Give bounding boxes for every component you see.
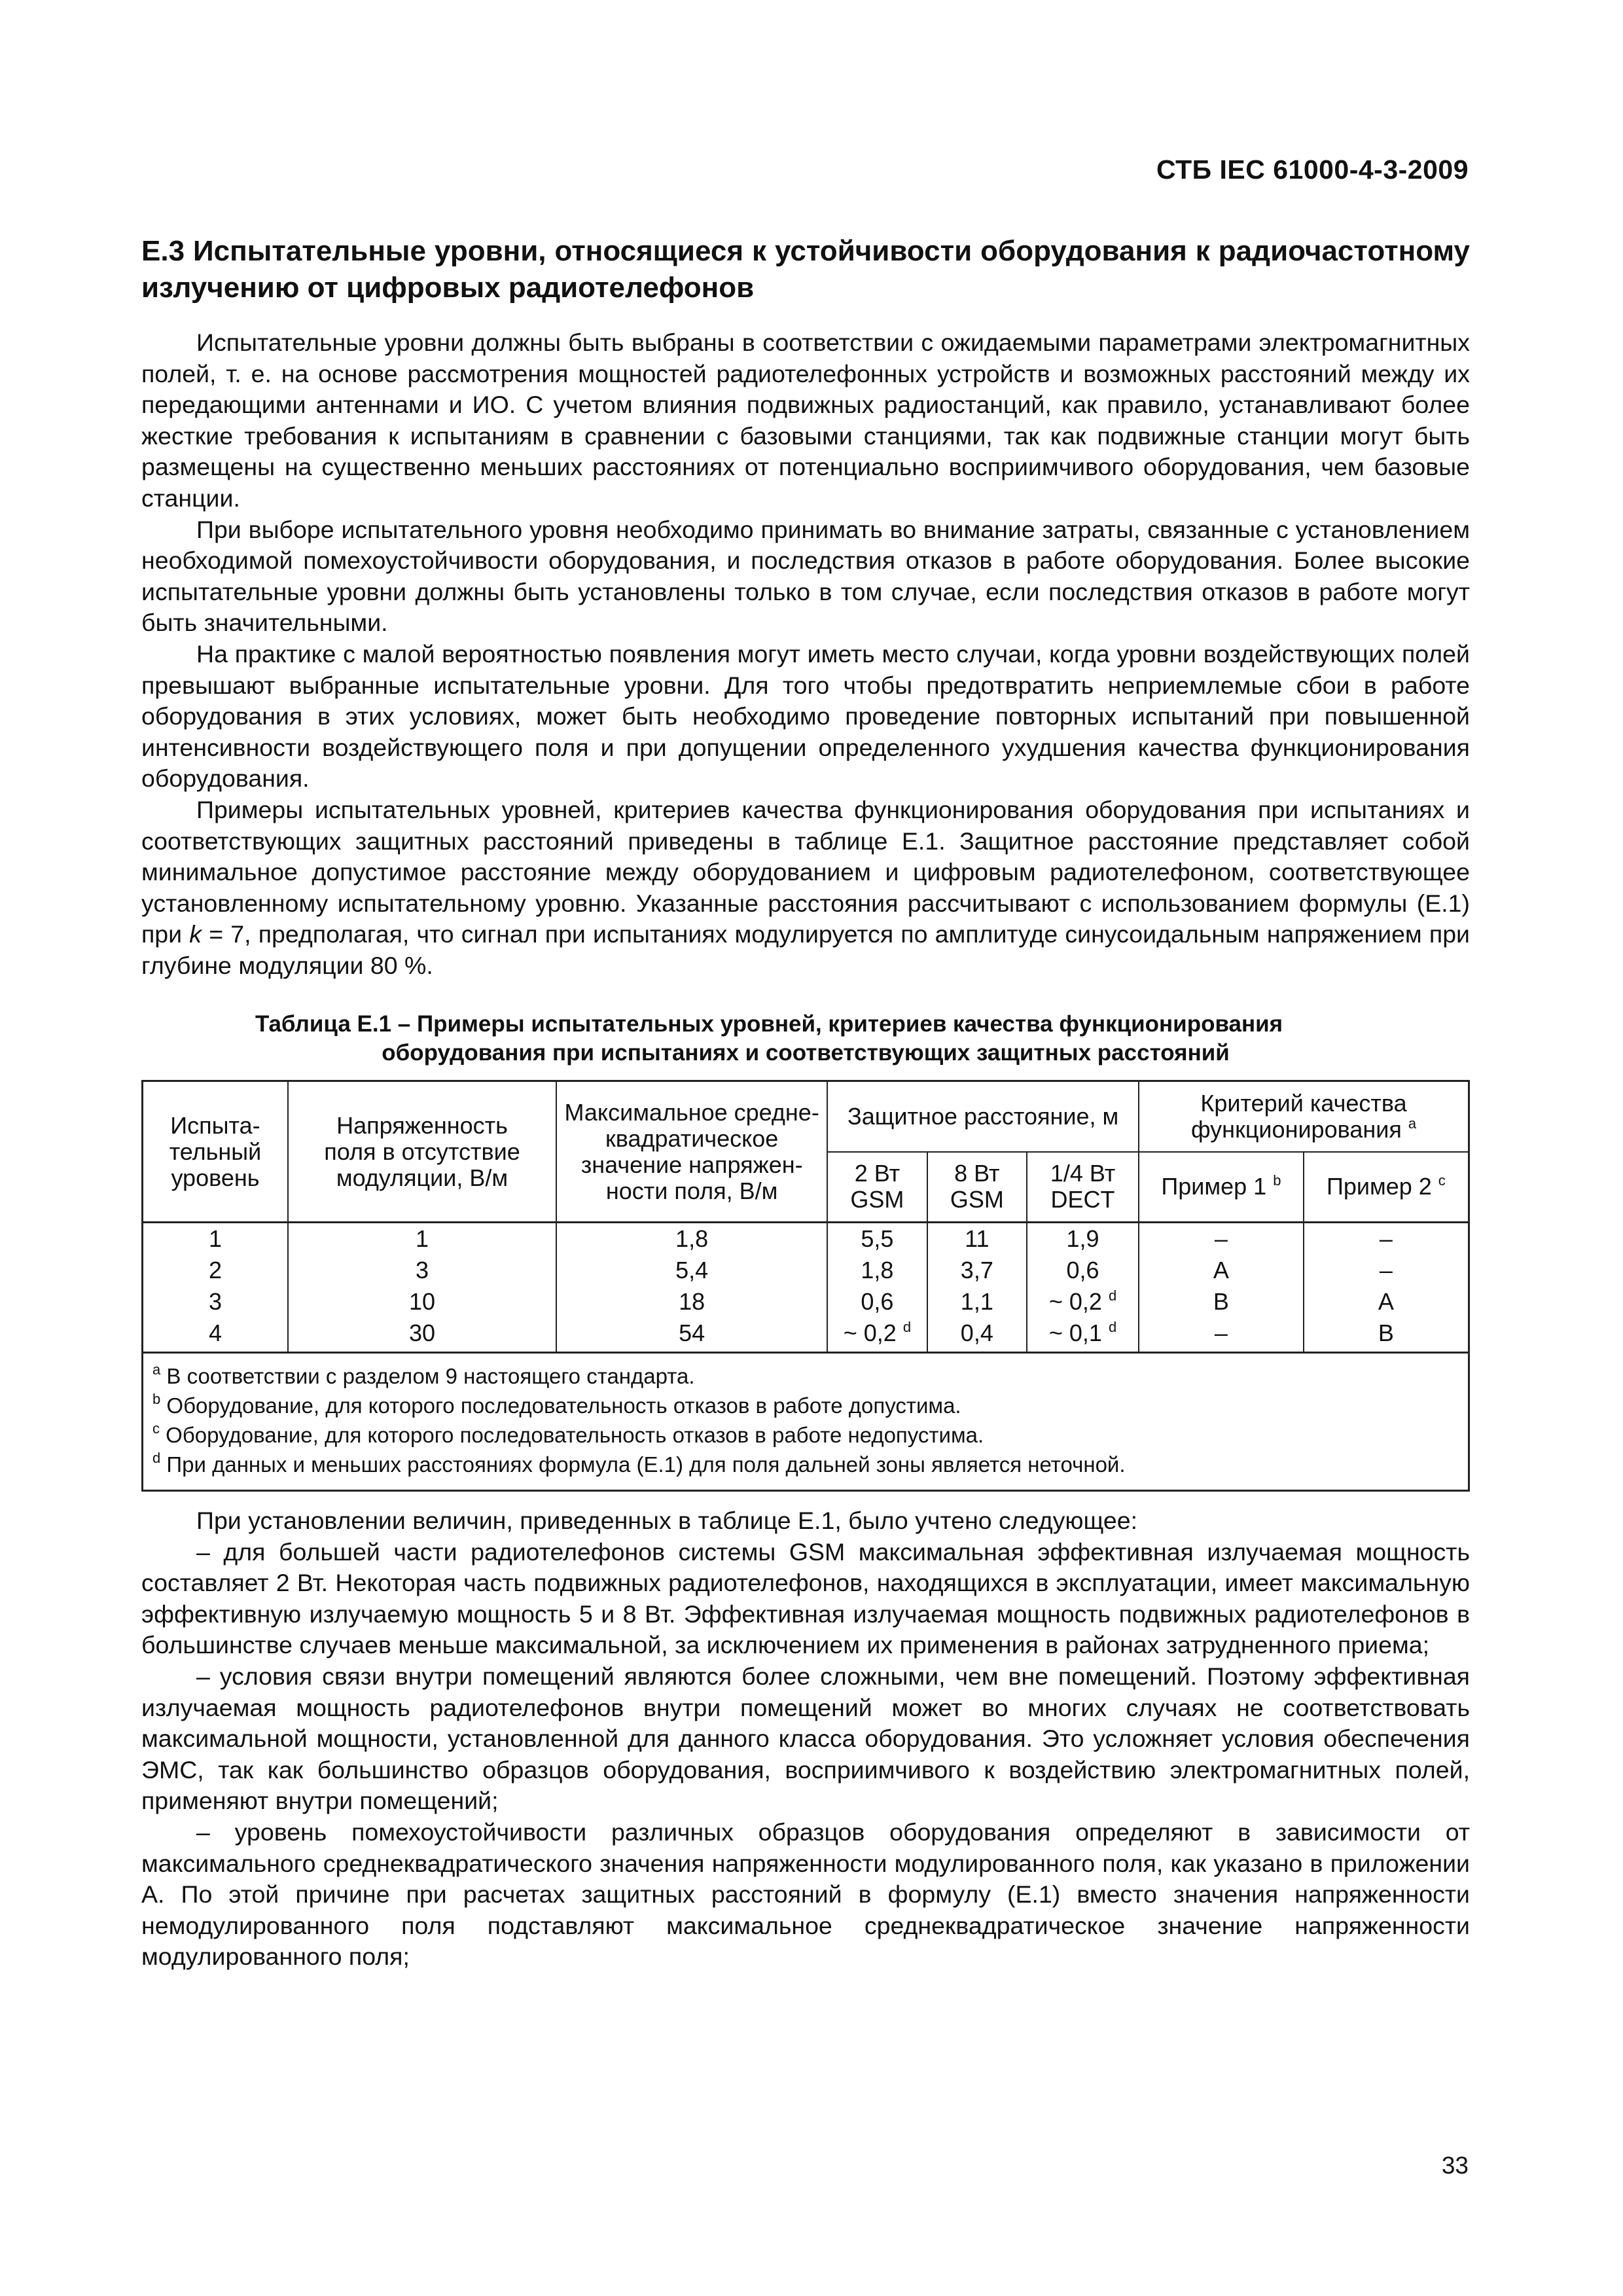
table-cell: A xyxy=(1304,1286,1469,1318)
table-cell: B xyxy=(1304,1318,1469,1353)
paragraph: При выборе испытательного уровня необходимо принимать во внимание затраты, связанные с установлением необходимой помехоустойчивости оборудования, и последствия отказов в работе оборудования. Более высокие испытательные уровни должны быть установлены только в том случае, если последствия отказов в работе могут быть значительными. xyxy=(141,515,1470,637)
section-title: E.3 Испытательные уровни, относящиеся к устойчивости оборудования к радиочастотному излучению от цифровых радиотелефонов xyxy=(141,235,1470,304)
table-row xyxy=(143,1223,1469,1255)
page-number: 33 xyxy=(1441,2152,1469,2179)
footnote: $^c$ Оборудование, для которого последовательность отказов в работе недопустима. xyxy=(152,1420,984,1447)
header-example-1: Пример 1 $^b$ xyxy=(1139,1152,1304,1223)
header-gsm-2w: 2 Вт GSM xyxy=(827,1152,927,1223)
list-item: – условия связи внутри помещений являются более сложными, чем вне помещений. Поэтому эффективная излучаемая мощность радиотелефонов внутри помещений может во многих случаях не соответствовать максимальной мощности, установленной для данного класса оборудования. Это усложняет условия обеспечения ЭМС, так как большинство образцов оборудования, восприимчивого к воздействию электромагнитных полей, применяют внутри помещений; xyxy=(141,1662,1470,1815)
table-cell: 2 xyxy=(143,1255,288,1286)
header-level: Испыта- тельный уровень xyxy=(143,1081,288,1223)
table-caption: Таблица Е.1 – Примеры испытательных уровней, критериев качества функционирования оборудования при испытаниях и соответствующих защитных расстояний xyxy=(255,1011,1283,1066)
table-cell: 5,5 xyxy=(827,1223,927,1255)
table-cell: 1,8 xyxy=(556,1223,827,1255)
table-cell: – xyxy=(1139,1318,1304,1353)
table-cell: – xyxy=(1304,1255,1469,1286)
header-dect: 1/4 Вт DECT xyxy=(1027,1152,1139,1223)
table-cell: 5,4 xyxy=(556,1255,827,1286)
table-cell: 3 xyxy=(143,1286,288,1318)
table-row xyxy=(143,1255,1469,1286)
table-cell: 1,8 xyxy=(827,1255,927,1286)
table-cell: – xyxy=(1139,1223,1304,1255)
table-cell: 1,9 xyxy=(1027,1223,1139,1255)
table-cell: A xyxy=(1139,1255,1304,1286)
table-cell: – xyxy=(1304,1223,1469,1255)
table-cell: B xyxy=(1139,1286,1304,1318)
table-row xyxy=(143,1286,1469,1318)
table-cell: 54 xyxy=(556,1318,827,1353)
paragraph: Испытательные уровни должны быть выбраны в соответствии с ожидаемыми параметрами электромагнитных полей, т. е. на основе рассмотрения мощностей радиотелефонных устройств и возможных расстояний между их передающими антеннами и ИО. С учетом влияния подвижных радиостанций, как правило, устанавливают более жесткие требования к испытаниям в сравнении с базовыми станциями, так как подвижные станции могут быть размещены на существенно меньших расстояниях от потенциально восприимчивого оборудования, чем базовые станции. xyxy=(141,329,1470,512)
list-item: – уровень помехоустойчивости различных образцов оборудования определяют в зависимости от максимального среднеквадратического значения напряженности модулированного поля, как указано в приложении А. По этой причине при расчетах защитных расстояний в формулу (Е.1) вместо значения напряженности немодулированного поля подставляют максимальное среднеквадратическое значение напряженности модулированного поля; xyxy=(141,1818,1470,1971)
footnote: $^a$ В соответствии с разделом 9 настоящего стандарта. xyxy=(152,1361,695,1388)
body-text-bottom xyxy=(141,1505,1470,1973)
table-cell: 10 xyxy=(288,1286,556,1318)
header-protection-distance: Защитное расстояние, м xyxy=(827,1081,1139,1152)
paragraph: При установлении величин, приведенных в таблице Е.1, было учтено следующее: xyxy=(196,1507,1138,1534)
header-gsm-8w: 8 Вт GSM xyxy=(927,1152,1027,1223)
body-text-top xyxy=(141,327,1470,981)
table-cell: 0,6 xyxy=(827,1286,927,1318)
list-item: – для большей части радиотелефонов системы GSM максимальная эффективная излучаемая мощность составляет 2 Вт. Некоторая часть подвижных радиотелефонов, находящихся в эксплуатации, имеет максимальную эффективную излучаемую мощность 5 и 8 Вт. Эффективная излучаемая мощность подвижных радиотелефонов в большинстве случаев меньше максимальной, за исключением их применения в районах затрудненного приема; xyxy=(141,1537,1470,1659)
table-cell: 1,1 xyxy=(927,1286,1027,1318)
table-cell: 30 xyxy=(288,1318,556,1353)
header-rms-value: Максимальное средне- квадратическое значение напряжен- ности поля, В/м xyxy=(556,1081,827,1223)
table-cell: ~ 0,2 $^d$ xyxy=(827,1318,927,1353)
table-cell: 1 xyxy=(288,1223,556,1255)
table-cell: 3 xyxy=(288,1255,556,1286)
test-levels-table xyxy=(141,1080,1470,1492)
paragraph: На практике с малой вероятностью появления могут иметь место случаи, когда уровни воздействующих полей превышают выбранные испытательные уровни. Для того чтобы предотвратить неприемлемые сбои в работе оборудования в этих условиях, может быть необходимо проведение повторных испытаний при повышенной интенсивности воздействующего поля и при допущении определенного ухудшения качества функционирования оборудования. xyxy=(141,639,1470,793)
table-cell: ~ 0,1 $^d$ xyxy=(1027,1318,1139,1353)
table-cell: 11 xyxy=(927,1223,1027,1255)
table-cell: 0,6 xyxy=(1027,1255,1139,1286)
footnote: $^d$ При данных и меньших расстояниях формула (Е.1) для поля дальней зоны является неточной. xyxy=(152,1450,1126,1477)
table-cell: 18 xyxy=(556,1286,827,1318)
table-cell: 3,7 xyxy=(927,1255,1027,1286)
header-example-2: Пример 2 $^c$ xyxy=(1304,1152,1469,1223)
table-cell: 1 xyxy=(143,1223,288,1255)
table-footnotes xyxy=(143,1353,1469,1491)
table-cell: 4 xyxy=(143,1318,288,1353)
table-cell: ~ 0,2 $^d$ xyxy=(1027,1286,1139,1318)
table-cell: 0,4 xyxy=(927,1318,1027,1353)
document-code: СТБ IEC 61000-4-3-2009 xyxy=(1156,154,1469,185)
footnote: $^b$ Оборудование, для которого последовательность отказов в работе допустима. xyxy=(152,1391,961,1418)
header-criterion: Критерий качества функционирования $^a$ xyxy=(1139,1081,1469,1152)
paragraph: Примеры испытательных уровней, критериев качества функционирования оборудования при испытаниях и соответствующих защитных расстояний приведены в таблице Е.1. Защитное расстояние представляет собой минимальное допустимое расстояние между оборудованием и цифровым радиотелефоном, соответствующее установленному испытательному уровню. Указанные расстояния рассчитывают с использованием формулы (Е.1) при k = 7, предполагая, что сигнал при испытаниях модулируется по амплитуде синусоидальным напряжением при глубине модуляции 80 %. xyxy=(141,795,1470,979)
table-row xyxy=(143,1318,1469,1353)
header-field-strength: Напряженность поля в отсутствие модуляции, В/м xyxy=(288,1081,556,1223)
